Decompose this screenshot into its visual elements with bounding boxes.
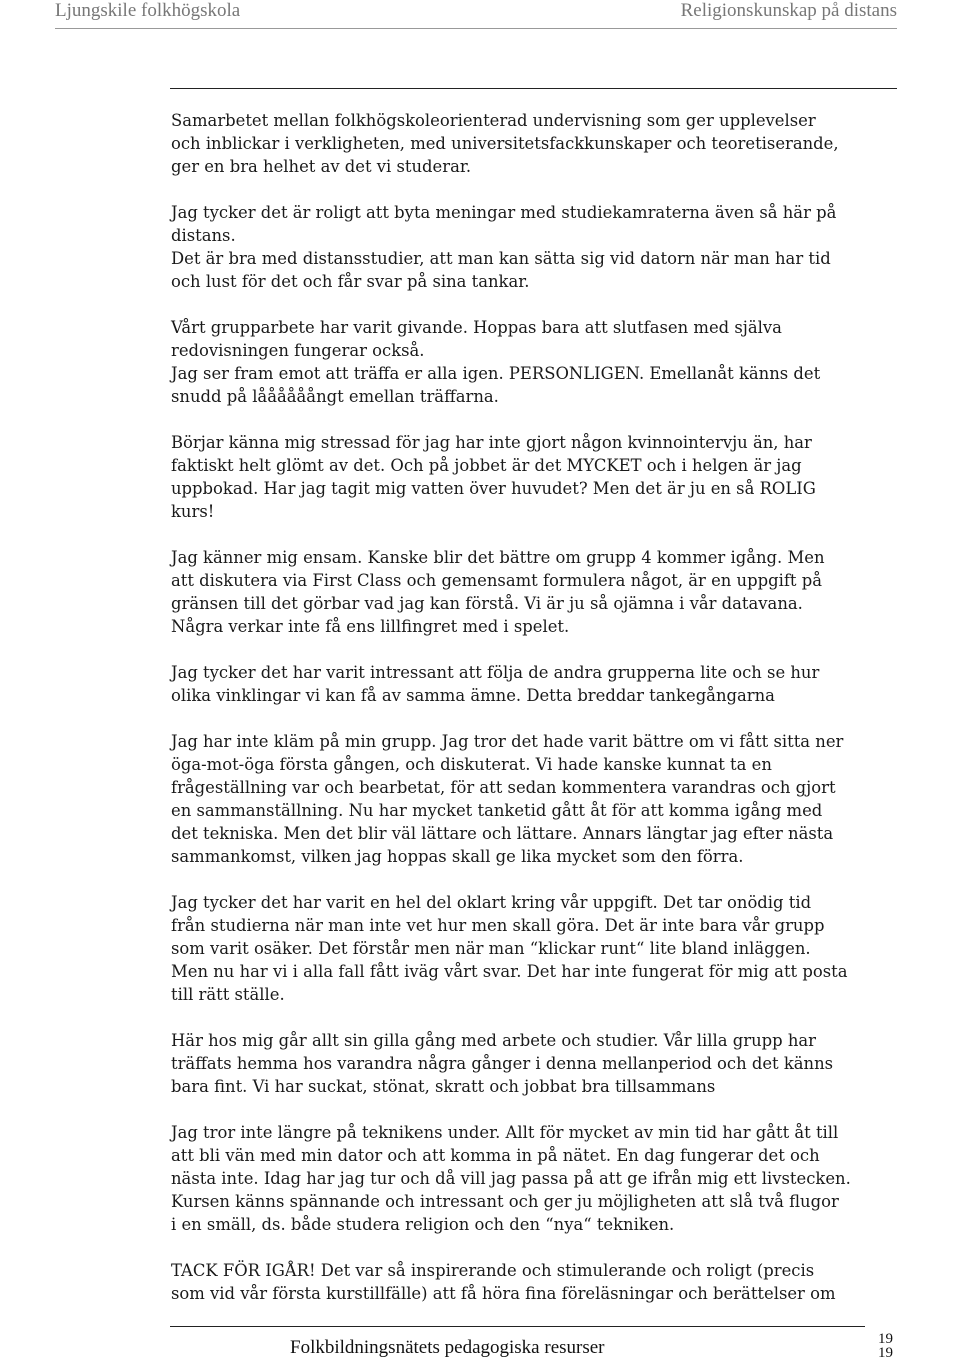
paragraph-line: faktiskt helt glömt av det. Och på jobbet är det MYCKET och i helgen är jag bbox=[171, 456, 802, 475]
header-course-title: Religionskunskap på distans bbox=[680, 0, 897, 21]
running-header bbox=[55, 0, 897, 29]
paragraph-line: Kursen känns spännande och intressant och ger ju möjligheten att slå två flugor bbox=[171, 1192, 839, 1211]
paragraph-line: redovisningen fungerar också. bbox=[171, 341, 425, 360]
paragraph-line: snudd på låååååångt emellan träffarna. bbox=[171, 387, 499, 406]
paragraph bbox=[171, 431, 901, 523]
paragraph-line: bara fint. Vi har suckat, stönat, skratt och jobbat bra tillsammans bbox=[171, 1077, 716, 1096]
paragraph bbox=[171, 247, 901, 293]
paragraph-line: från studierna när man inte vet hur men skall göra. Det är inte bara vår grupp bbox=[171, 916, 825, 935]
paragraph-line: Här hos mig går allt sin gilla gång med arbete och studier. Vår lilla grupp har bbox=[171, 1031, 816, 1050]
paragraph-line: och lust för det och får svar på sina tankar. bbox=[171, 272, 530, 291]
paragraph-line: frågeställning var och bearbetat, för att sedan kommentera varandras och gjort bbox=[171, 778, 836, 797]
paragraph-line: som varit osäker. Det förstår men när man “klickar runt“ lite bland inläggen. bbox=[171, 939, 811, 958]
paragraph-line: Jag tycker det har varit intressant att följa de andra grupperna lite och se hur bbox=[171, 663, 820, 682]
document-body bbox=[171, 109, 901, 1305]
top-rule-divider bbox=[170, 88, 897, 89]
paragraph-line: att diskutera via First Class och gemensamt formulera något, är en uppgift på bbox=[171, 571, 822, 590]
paragraph-line: att bli vän med min dator och att komma in på nätet. En dag fungerar det och bbox=[171, 1146, 820, 1165]
paragraph-line: uppbokad. Har jag tagit mig vatten över huvudet? Men det är ju en så ROLIG bbox=[171, 479, 816, 498]
paragraph-line: Vårt grupparbete har varit givande. Hoppas bara att slutfasen med själva bbox=[171, 318, 782, 337]
paragraph-line: kurs! bbox=[171, 502, 215, 521]
paragraph-line: Jag känner mig ensam. Kanske blir det bättre om grupp 4 kommer igång. Men bbox=[171, 548, 825, 567]
paragraph-line: gränsen till det görbar vad jag kan förstå. Vi är ju så ojämna i vår datavana. bbox=[171, 594, 803, 613]
paragraph-line: det tekniska. Men det blir väl lättare och lättare. Annars längtar jag efter nästa bbox=[171, 824, 834, 843]
paragraph bbox=[171, 730, 901, 868]
paragraph-line: ger en bra helhet av det vi studerar. bbox=[171, 157, 472, 176]
paragraph bbox=[171, 1121, 901, 1236]
paragraph-line: Det är bra med distansstudier, att man kan sätta sig vid datorn när man har tid bbox=[171, 249, 831, 268]
paragraph-line: en sammanställning. Nu har mycket tanketid gått åt för att komma igång med bbox=[171, 801, 823, 820]
paragraph-line: och inblickar i verkligheten, med universitetsfackkunskaper och teoretiserande, bbox=[171, 134, 839, 153]
footer-text: Folkbildningsnätets pedagogiska resurser bbox=[290, 1337, 605, 1358]
paragraph-line: öga-mot-öga första gången, och diskuterat. Vi hade kanske kunnat ta en bbox=[171, 755, 772, 774]
paragraph-line: distans. bbox=[171, 226, 236, 245]
paragraph-line: i en smäll, ds. både studera religion och den “nya“ tekniken. bbox=[171, 1215, 675, 1234]
paragraph bbox=[171, 661, 901, 707]
paragraph bbox=[171, 1259, 901, 1305]
paragraph bbox=[171, 1029, 901, 1098]
footer-rule-divider bbox=[170, 1326, 865, 1327]
paragraph-line: Jag tycker det är roligt att byta meningar med studiekamraterna även så här på bbox=[171, 203, 837, 222]
paragraph bbox=[171, 316, 901, 408]
page-number-top: 19 bbox=[878, 1331, 893, 1347]
header-school-name: Ljungskile folkhögskola bbox=[55, 0, 241, 21]
paragraph-line: sammankomst, vilken jag hoppas skall ge lika mycket som den förra. bbox=[171, 847, 744, 866]
paragraph bbox=[171, 201, 901, 247]
paragraph-line: Börjar känna mig stressad för jag har inte gjort någon kvinnointervju än, har bbox=[171, 433, 812, 452]
paragraph-line: Jag tror inte längre på teknikens under. Allt för mycket av min tid har gått åt till bbox=[171, 1123, 839, 1142]
paragraph-line: Jag har inte kläm på min grupp. Jag tror det hade varit bättre om vi fått sitta ner bbox=[171, 732, 844, 751]
paragraph-line: som vid vår första kurstillfälle) att få höra fina föreläsningar och berättelser om bbox=[171, 1284, 836, 1303]
paragraph-line: Men nu har vi i alla fall fått iväg vårt svar. Det har inte fungerat för mig att posta bbox=[171, 962, 848, 981]
paragraph bbox=[171, 891, 901, 1006]
paragraph bbox=[171, 546, 901, 638]
paragraph-line: Jag ser fram emot att träffa er alla igen. PERSONLIGEN. Emellanåt känns det bbox=[171, 364, 821, 383]
paragraph-line: Några verkar inte få ens lillfingret med i spelet. bbox=[171, 617, 570, 636]
page-number-bottom: 19 bbox=[878, 1345, 893, 1361]
paragraph bbox=[171, 109, 901, 178]
paragraph-line: till rätt ställe. bbox=[171, 985, 285, 1004]
paragraph-line: träffats hemma hos varandra några gånger i denna mellanperiod och det känns bbox=[171, 1054, 834, 1073]
paragraph-line: Samarbetet mellan folkhögskoleorienterad undervisning som ger upplevelser bbox=[171, 111, 816, 130]
paragraph-line: olika vinklingar vi kan få av samma ämne. Detta breddar tankegångarna bbox=[171, 686, 775, 705]
paragraph-line: Jag tycker det har varit en hel del oklart kring vår uppgift. Det tar onödig tid bbox=[171, 893, 812, 912]
paragraph-line: TACK FÖR IGÅR! Det var så inspirerande och stimulerande och roligt (precis bbox=[171, 1261, 815, 1280]
paragraph-line: nästa inte. Idag har jag tur och då vill jag passa på att ge ifrån mig ett livstecken. bbox=[171, 1169, 851, 1188]
